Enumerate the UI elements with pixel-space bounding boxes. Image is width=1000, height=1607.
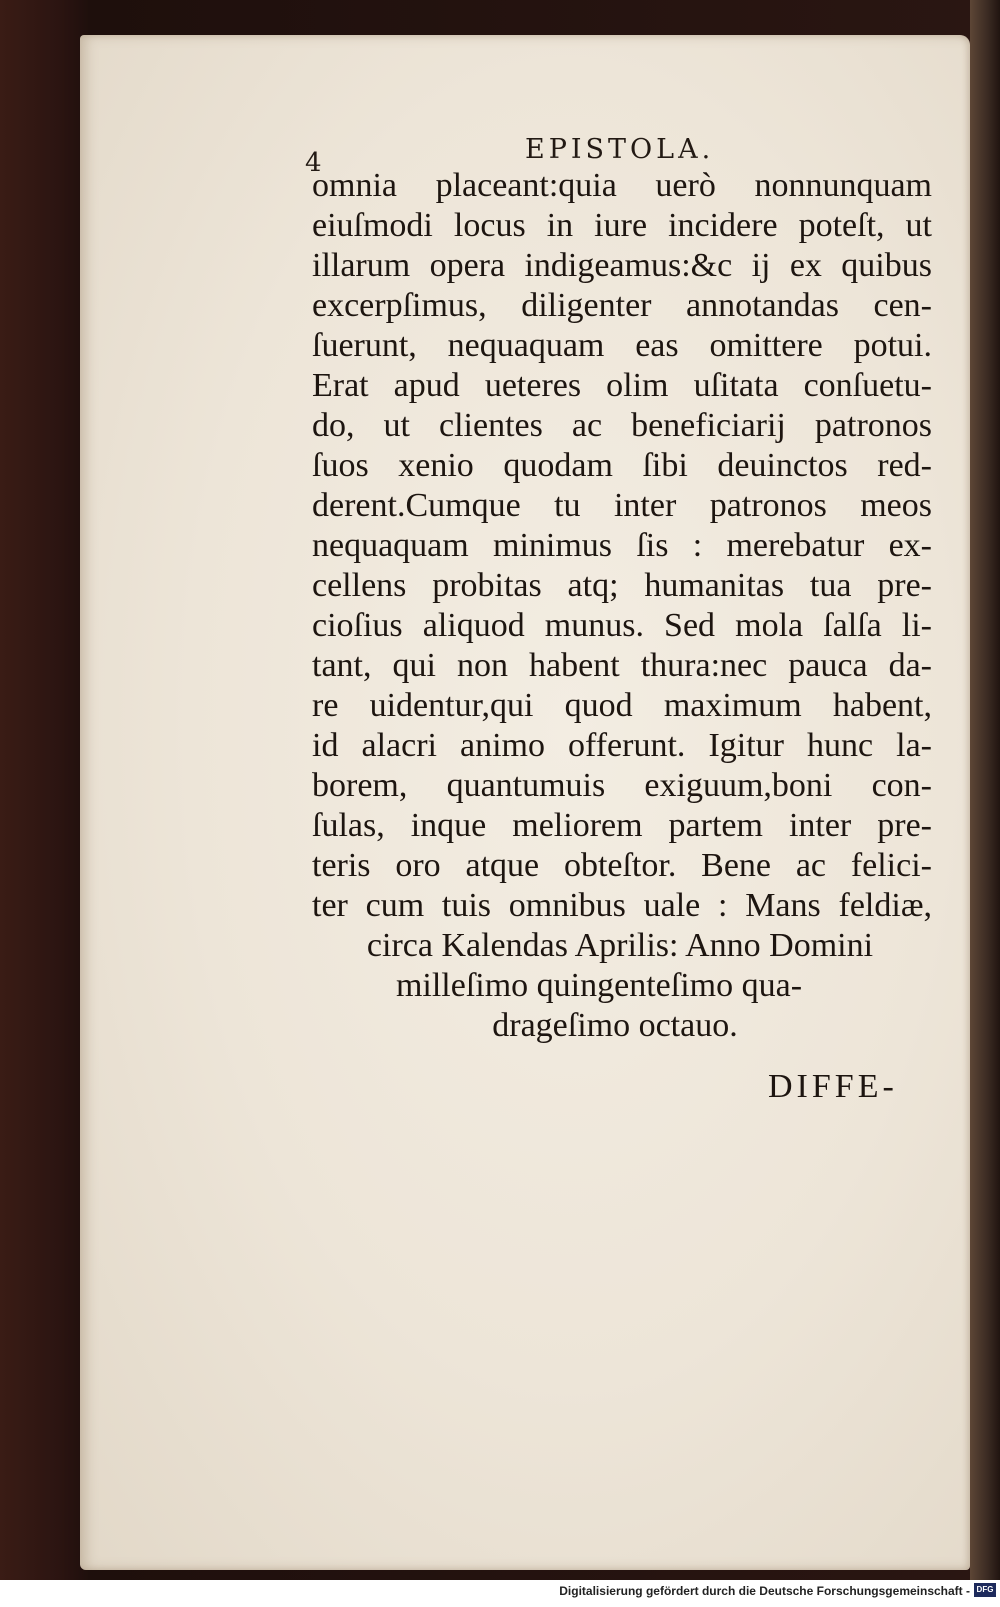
body-text bbox=[312, 166, 932, 1046]
closing-line: drageſimo octauo. bbox=[492, 1007, 738, 1044]
footer-bar bbox=[0, 1580, 1000, 1607]
running-title: EPISTOLA. bbox=[525, 134, 715, 165]
closing-line: circa Kalendas Aprilis: Anno Domini bbox=[366, 927, 874, 964]
text-line: cellens probitas atq; humanitas tua pre- bbox=[312, 567, 932, 604]
catchword: DIFFE- bbox=[768, 1068, 898, 1105]
text-line: excerpſimus, diligenter annotandas cen- bbox=[312, 287, 932, 324]
dfg-logo-icon: DFG bbox=[974, 1583, 996, 1597]
text-line: borem, quantumuis exiguum,boni con- bbox=[312, 767, 932, 804]
text-line: do, ut clientes ac beneficiarij patronos bbox=[312, 407, 932, 444]
text-line: ſulas, inque meliorem partem inter pre- bbox=[312, 807, 932, 844]
text-line: ter cum tuis omnibus uale : Mans feldiæ, bbox=[312, 887, 932, 924]
text-line: illarum opera indigeamus:&c ij ex quibus bbox=[312, 247, 932, 284]
footer-credit: Digitalisierung gefördert durch die Deutsche Forschungsgemeinschaft - bbox=[559, 1584, 970, 1598]
text-line: id alacri animo offerunt. Igitur hunc la- bbox=[312, 727, 932, 764]
text-line: eiuſmodi locus in iure incidere poteſt, ut bbox=[312, 207, 932, 244]
page-number: 4 bbox=[305, 148, 322, 178]
closing-line: milleſimo quingenteſimo qua- bbox=[395, 967, 803, 1004]
text-line: re uidentur,qui quod maximum habent, bbox=[312, 687, 932, 724]
text-line: ſuos xenio quodam ſibi deuinctos red- bbox=[312, 447, 932, 484]
text-line: nequaquam minimus ſis : merebatur ex- bbox=[312, 527, 932, 564]
text-line: cioſius aliquod munus. Sed mola ſalſa li- bbox=[312, 607, 932, 644]
text-line: tant, qui non habent thura:nec pauca da- bbox=[312, 647, 932, 684]
book-edge bbox=[970, 0, 1000, 1580]
text-line: derent.Cumque tu inter patronos meos bbox=[312, 487, 932, 524]
text-line: teris oro atque obteſtor. Bene ac felici- bbox=[312, 847, 932, 884]
page-header bbox=[305, 130, 925, 178]
text-line: ſuerunt, nequaquam eas omittere potui. bbox=[312, 327, 932, 364]
text-line: Erat apud ueteres olim uſitata conſuetu- bbox=[312, 367, 932, 404]
text-line: omnia placeant:quia uerò nonnunquam bbox=[312, 167, 932, 204]
